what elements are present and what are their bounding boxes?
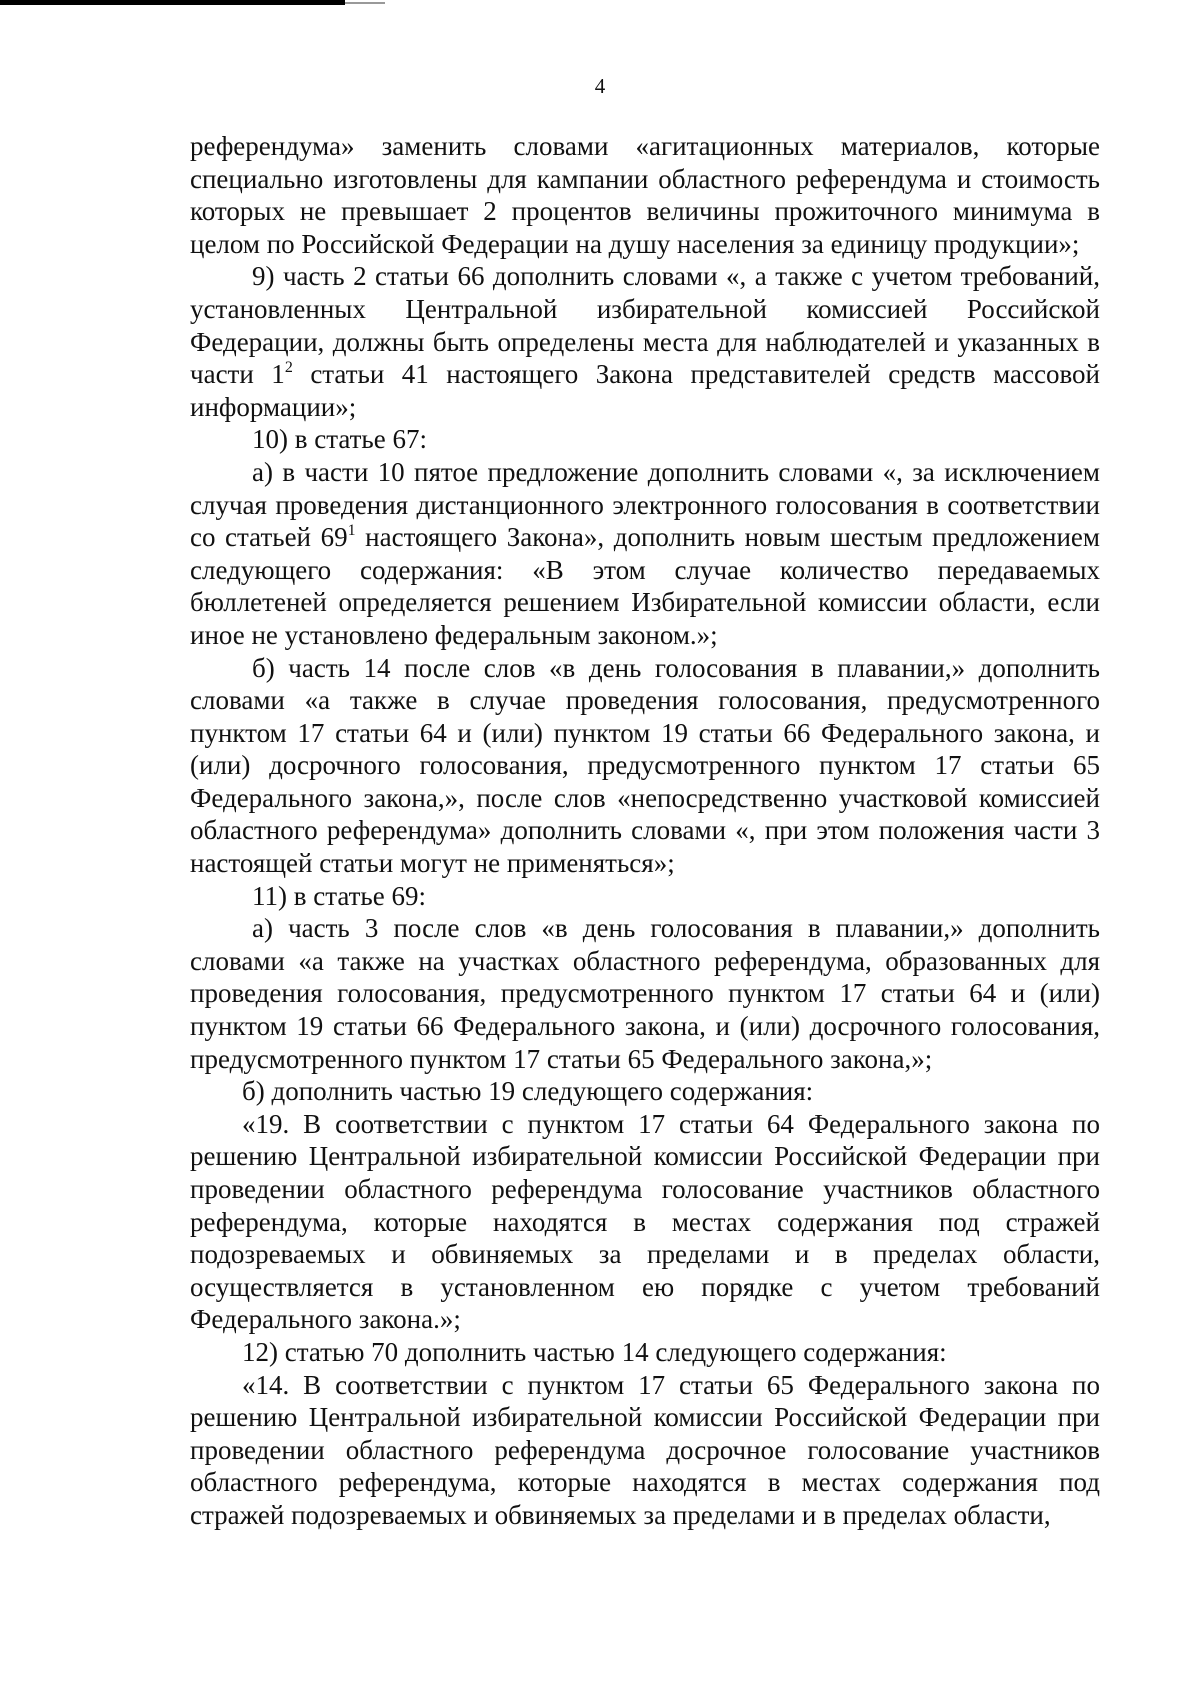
paragraph-continuation: референдума» заменить словами «агитационных материалов, которые специально изготовлены для кампании областного референдума и стоимость которых не превышает 2 процентов величины прожиточного минимума в целом по Российской Федерации на душу населения за единицу продукции»; (190, 131, 1100, 259)
scan-edge-line-fade (345, 2, 385, 4)
paragraph-item-10a-text-a: а) в части 10 пятое предложение дополнить словами «, за исключением случая проведения дистанционного электронного голосования в соответствии со статьей 69 (190, 456, 1100, 553)
paragraph-item-9 (190, 260, 1100, 423)
scan-edge-line (0, 0, 345, 5)
paragraph-item-11b: б) дополнить частью 19 следующего содержания: (242, 1076, 814, 1107)
document-body (190, 130, 1100, 1532)
page-number: 4 (594, 74, 606, 98)
superscript-1: 1 (347, 522, 356, 540)
paragraph-item-10a (190, 456, 1100, 652)
paragraph-item-12-heading: 12) статью 70 дополнить частью 14 следующего содержания: (242, 1336, 947, 1367)
paragraph-item-9-text-a: 9) часть 2 статьи 66 дополнить словами «, а также с учетом требований, установленных Центральной избирательной комиссией Российской Федерации, должны быть определены места для наблюдателей и указанных в части 1 (190, 261, 1100, 390)
paragraph-item-10a-text-b: настоящего Закона», дополнить новым шестым предложением следующего содержания: «В этом случае количество передаваемых бюллетеней определяется решением Избирательной комиссии области, если иное не установлено федеральным законом.»; (190, 522, 1100, 650)
paragraph-item-10-heading: 10) в статье 67: (252, 424, 427, 455)
paragraph-item-10b: б) часть 14 после слов «в день голосования в плавании,» дополнить словами «а также в случае проведения голосования, предусмотренного пунктом 17 статьи 64 и (или) пунктом 19 статьи 66 Федерального закона, и (или) досрочного голосования, предусмотренного пунктом 17 статьи 65 Федерального закона,», после слов «непосредственно участковой комиссией областного референдума» дополнить словами «, при этом положения части 3 настоящей статьи могут не применяться»; (190, 652, 1100, 879)
paragraph-quote-14: «14. В соответствии с пунктом 17 статьи 65 Федерального закона по решению Центральной избирательной комиссии Российской Федерации при проведении областного референдума досрочное голосование участников областного референдума, которые находятся в местах содержания под стражей подозреваемых и обвиняемых за пределами и в пределах области, (190, 1369, 1100, 1530)
paragraph-item-11a: а) часть 3 после слов «в день голосования в плавании,» дополнить словами «а также на участках областного референдума, образованных для проведения голосования, предусмотренного пунктом 17 статьи 64 и (или) пунктом 19 статьи 66 Федерального закона, и (или) досрочного голосования, предусмотренного пунктом 17 статьи 65 Федерального закона,»; (190, 913, 1100, 1074)
superscript-2: 2 (284, 359, 293, 377)
paragraph-item-9-text-b: статьи 41 настоящего Закона представителей средств массовой информации»; (190, 359, 1101, 422)
paragraph-quote-19: «19. В соответствии с пунктом 17 статьи 64 Федерального закона по решению Центральной избирательной комиссии Российской Федерации при проведении областного референдума голосование участников областного референдума, которые находятся в местах содержания под стражей подозреваемых и обвиняемых за пределами и в пределах области, осуществляется в установленном ею порядке с учетом требований Федерального закона.»; (190, 1108, 1100, 1335)
paragraph-item-11-heading: 11) в статье 69: (252, 880, 426, 911)
